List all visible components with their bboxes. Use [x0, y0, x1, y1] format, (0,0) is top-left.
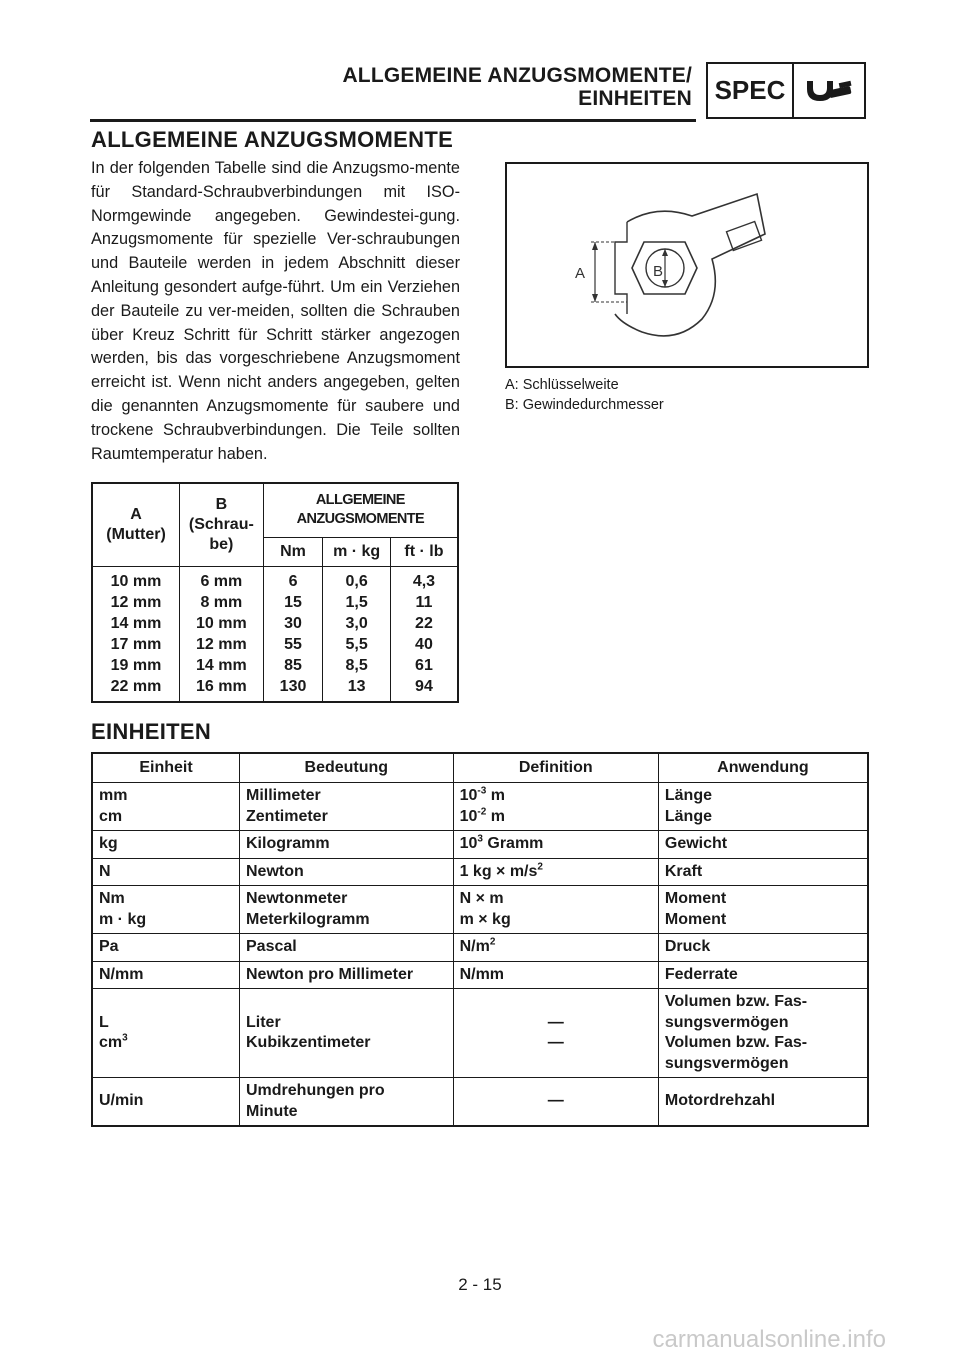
watermark: carmanualsonline.info — [652, 1326, 886, 1353]
units-header-definition: Definition — [453, 753, 658, 783]
application-cell: Länge Länge — [658, 783, 868, 831]
unit-cell: L $cm^3$ — [92, 989, 240, 1078]
intro-paragraph: In der folgenden Tabelle sind die Anzugsmo-mente für Standard-Schraubverbindungen mit ISO-Normgewinde angegeben. Gewindestei-gung. Anzugsmomente für spezielle Ver-schraubungen und Bauteile werden in jedem Abschnitt dieser Anleitung gesondert aufge-führt. Um ein Verziehen der Bauteile zu ver-meiden, sollten die Schrauben über Kreuz Schritt für Schritt stärker angezogen werden, bis das vorgeschriebene Anzugsmoment erreicht ist. Wenn nicht anders angegeben, gelten die genannten Anzugsmomente für saubere und trockene Schraubverbindungen. Die Teile sollten Raumtemperatur haben. — [91, 159, 460, 463]
section-title-units: EINHEITEN — [91, 719, 212, 744]
application-cell: Kraft — [658, 858, 868, 886]
application-cell: Federrate — [658, 961, 868, 989]
application-cell: Moment Moment — [658, 886, 868, 934]
definition-cell: — — — [453, 989, 658, 1078]
spec-box — [706, 62, 866, 119]
application-cell: Gewicht — [658, 831, 868, 859]
torque-col-ftlb-values: 4,3 11 22 40 61 94 — [390, 566, 458, 702]
units-header-anwendung: Anwendung — [658, 753, 868, 783]
header-rule — [90, 119, 696, 122]
units-table — [91, 752, 869, 1127]
wrench-icon — [794, 64, 864, 117]
table-row — [92, 858, 868, 886]
definition-cell: $10^{-3}$ m $10^{-2}$ m — [453, 783, 658, 831]
unit-cell: Nm m · kg — [92, 886, 240, 934]
unit-cell: kg — [92, 831, 240, 859]
torque-col-a-values: 10 mm 12 mm 14 mm 17 mm 19 mm 22 mm — [92, 566, 180, 702]
page-number: 2 - 15 — [458, 1275, 502, 1294]
section-title-torque: ALLGEMEINE ANZUGSMOMENTE — [91, 127, 454, 152]
unit-cell: N — [92, 858, 240, 886]
torque-col-nm-values: 6 15 30 55 85 130 — [263, 566, 323, 702]
header-title — [342, 64, 692, 110]
units-header-bedeutung: Bedeutung — [240, 753, 454, 783]
torque-unit-nm: Nm — [263, 537, 323, 566]
legend-a: A: Schlüsselweite — [505, 377, 619, 393]
torque-unit-mkg: m · kg — [323, 537, 391, 566]
meaning-cell: Newton — [240, 858, 454, 886]
torque-col-mkg-values: 0,6 1,5 3,0 5,5 8,5 13 — [323, 566, 391, 702]
header-title-line1: ALLGEMEINE ANZUGSMOMENTE/ — [342, 64, 692, 87]
torque-table — [91, 482, 459, 703]
torque-header-b: B (Schrau- be) — [180, 483, 264, 566]
unit-cell: U/min — [92, 1078, 240, 1127]
figure-legend — [505, 375, 664, 415]
torque-group-header: ALLGEMEINE ANZUGSMOMENTE — [263, 483, 458, 537]
wrench-figure — [505, 162, 869, 368]
definition-cell: N/mm — [453, 961, 658, 989]
table-row — [92, 886, 868, 934]
meaning-cell: Kilogramm — [240, 831, 454, 859]
meaning-cell: Umdrehungen pro Minute — [240, 1078, 454, 1127]
definition-cell: $10^3$ Gramm — [453, 831, 658, 859]
table-row — [92, 989, 868, 1078]
table-row — [92, 934, 868, 962]
definition-cell: — — [453, 1078, 658, 1127]
meaning-cell: Newtonmeter Meterkilogramm — [240, 886, 454, 934]
meaning-cell: Liter Kubikzentimeter — [240, 989, 454, 1078]
definition-cell: 1 kg × $m/s^2$ — [453, 858, 658, 886]
torque-unit-ftlb: ft · lb — [390, 537, 458, 566]
table-row — [92, 1078, 868, 1127]
definition-cell: N × m m × kg — [453, 886, 658, 934]
torque-header-a: A (Mutter) — [92, 483, 180, 566]
meaning-cell: Newton pro Millimeter — [240, 961, 454, 989]
unit-cell: N/mm — [92, 961, 240, 989]
figure-label-a: A — [575, 265, 586, 282]
application-cell: Motordrehzahl — [658, 1078, 868, 1127]
spec-label: SPEC — [708, 64, 794, 117]
legend-b: B: Gewindedurchmesser — [505, 397, 664, 413]
torque-col-b-values: 6 mm 8 mm 10 mm 12 mm 14 mm 16 mm — [180, 566, 264, 702]
header-title-line2: EINHEITEN — [578, 87, 692, 110]
definition-cell: $N/m^2$ — [453, 934, 658, 962]
table-row — [92, 961, 868, 989]
table-row — [92, 831, 868, 859]
meaning-cell: Pascal — [240, 934, 454, 962]
wrench-diagram-icon — [507, 164, 867, 366]
application-cell: Volumen bzw. Fas- sungsvermögen Volumen bzw. Fas- sungsvermögen — [658, 989, 868, 1078]
figure-label-b: B — [653, 263, 664, 280]
unit-cell: Pa — [92, 934, 240, 962]
application-cell: Druck — [658, 934, 868, 962]
meaning-cell: Millimeter Zentimeter — [240, 783, 454, 831]
units-header-einheit: Einheit — [92, 753, 240, 783]
unit-cell: mm cm — [92, 783, 240, 831]
table-row — [92, 783, 868, 831]
